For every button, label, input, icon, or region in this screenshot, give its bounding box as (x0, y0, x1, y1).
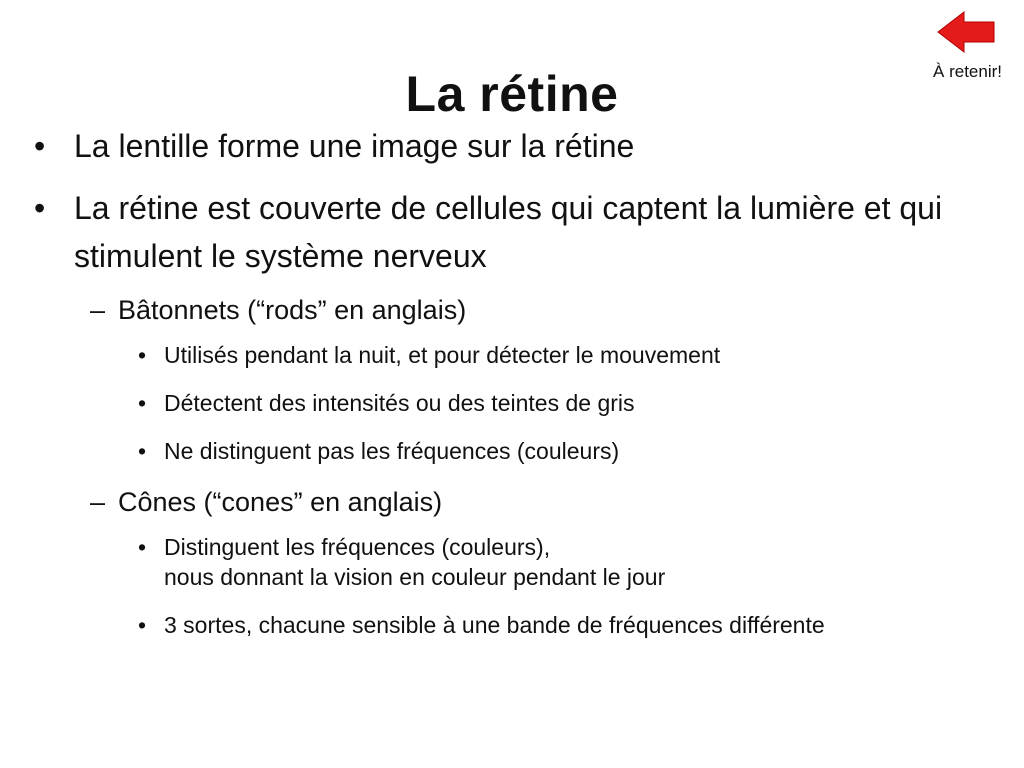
sub-bullet-text: Cônes (“cones” en anglais) (118, 487, 443, 517)
detail-bullet-text: Utilisés pendant la nuit, et pour détecter le mouvement (164, 342, 721, 368)
bullet-marker: • (34, 190, 46, 226)
retain-link[interactable] (892, 10, 1002, 82)
bullet-marker: • (34, 128, 46, 164)
detail-bullet-item (30, 532, 990, 592)
slide-title: La rétine (405, 65, 619, 122)
detail-bullet-text: Détectent des intensités ou des teintes de gris (164, 390, 635, 416)
bullet-marker: • (138, 390, 147, 416)
bullet-item (30, 122, 990, 170)
bullet-item (30, 184, 990, 280)
detail-bullet-text: 3 sortes, chacune sensible à une bande de fréquences différente (164, 612, 825, 638)
dash-marker: – (90, 295, 106, 325)
bullet-marker: • (138, 438, 147, 464)
bullet-text: La lentille forme une image sur la rétine (74, 128, 635, 164)
detail-bullet-line: Distinguent les fréquences (couleurs), (164, 534, 551, 560)
detail-bullet-text: Ne distinguent pas les fréquences (couleurs) (164, 438, 620, 464)
left-arrow-icon (936, 10, 998, 54)
dash-marker: – (90, 487, 106, 517)
bullet-text: La rétine est couverte de cellules qui captent la lumière et qui stimulent le système nerveux (74, 190, 943, 274)
detail-bullet-item (30, 388, 990, 418)
bullet-marker: • (138, 342, 147, 368)
bullet-marker: • (138, 612, 147, 638)
sub-bullet-item (30, 292, 990, 328)
detail-bullet-item (30, 436, 990, 466)
detail-bullet-item (30, 610, 990, 640)
sub-bullet-text: Bâtonnets (“rods” en anglais) (118, 295, 467, 325)
bullet-marker: • (138, 534, 147, 560)
detail-bullet-line: nous donnant la vision en couleur pendant le jour (164, 564, 666, 590)
detail-bullet-text (164, 532, 990, 592)
slide-content (30, 122, 990, 658)
sub-bullet-item (30, 484, 990, 520)
retain-label: À retenir! (933, 62, 1002, 81)
detail-bullet-item (30, 340, 990, 370)
